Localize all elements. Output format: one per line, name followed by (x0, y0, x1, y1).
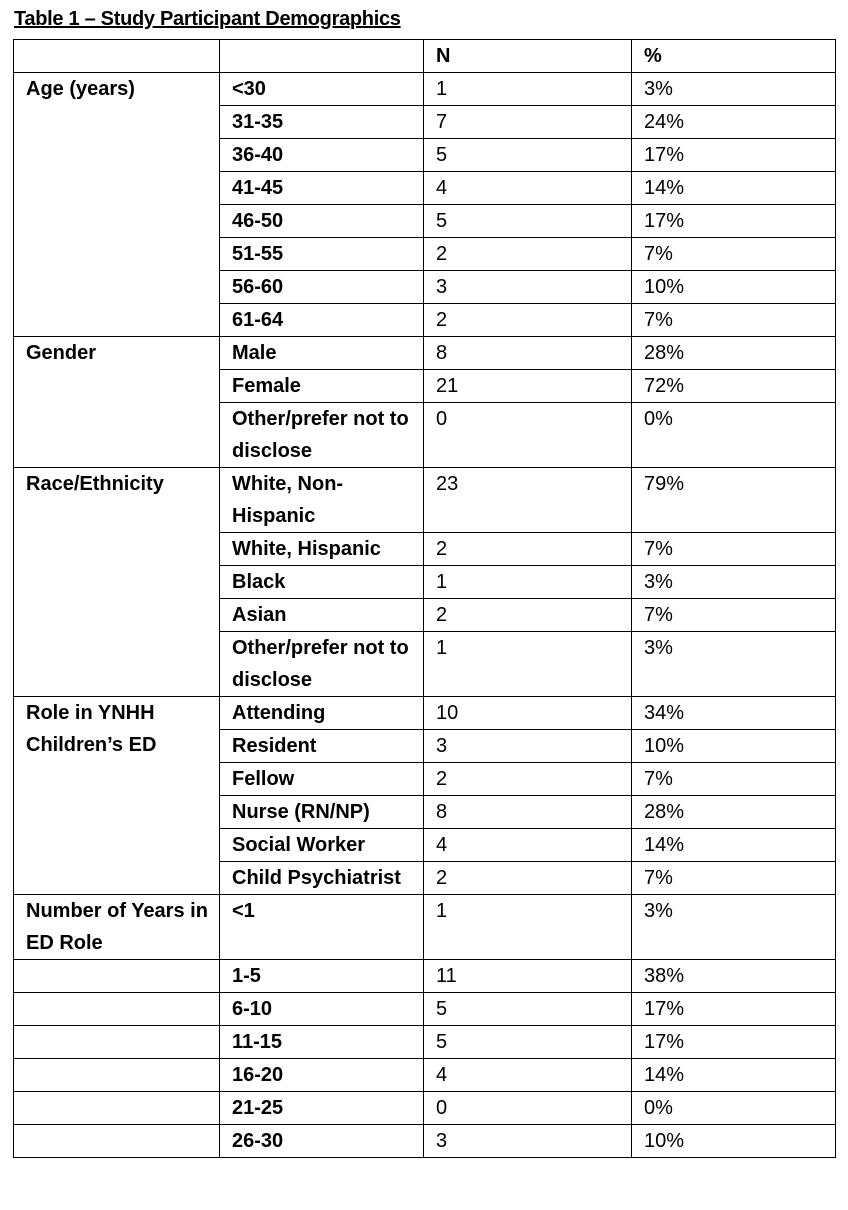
header-category-cell (14, 40, 220, 73)
subcategory-cell: 61-64 (220, 304, 424, 337)
n-cell: 5 (424, 993, 632, 1026)
header-pct-cell: % (632, 40, 836, 73)
n-cell: 2 (424, 238, 632, 271)
n-cell: 2 (424, 763, 632, 796)
pct-cell: 3% (632, 632, 836, 697)
n-cell: 1 (424, 632, 632, 697)
pct-cell: 7% (632, 304, 836, 337)
table-row (14, 337, 836, 370)
n-cell: 4 (424, 829, 632, 862)
subcategory-cell: Male (220, 337, 424, 370)
category-cell: Role in YNHH Children’s ED (14, 697, 220, 895)
table-row (14, 697, 836, 730)
n-cell: 1 (424, 895, 632, 960)
subcategory-cell: 11-15 (220, 1026, 424, 1059)
n-cell: 4 (424, 172, 632, 205)
empty-category-cell (14, 1092, 220, 1125)
subcategory-cell: 21-25 (220, 1092, 424, 1125)
n-cell: 2 (424, 304, 632, 337)
pct-cell: 10% (632, 1125, 836, 1158)
pct-cell: 79% (632, 468, 836, 533)
n-cell: 4 (424, 1059, 632, 1092)
pct-cell: 72% (632, 370, 836, 403)
n-cell: 2 (424, 599, 632, 632)
n-cell: 3 (424, 730, 632, 763)
pct-cell: 14% (632, 172, 836, 205)
pct-cell: 28% (632, 796, 836, 829)
subcategory-cell: 26-30 (220, 1125, 424, 1158)
empty-category-cell (14, 1059, 220, 1092)
table-caption: Table 1 – Study Participant Demographics (14, 8, 401, 30)
table-row (14, 1026, 836, 1059)
subcategory-cell: Other/prefer not to disclose (220, 632, 424, 697)
n-cell: 5 (424, 205, 632, 238)
subcategory-cell: Child Psychiatrist (220, 862, 424, 895)
n-cell: 7 (424, 106, 632, 139)
subcategory-cell: <1 (220, 895, 424, 960)
demographics-table-body (14, 40, 836, 1158)
category-cell: Age (years) (14, 73, 220, 337)
table-row (14, 468, 836, 533)
subcategory-cell: 1-5 (220, 960, 424, 993)
pct-cell: 7% (632, 862, 836, 895)
pct-cell: 7% (632, 533, 836, 566)
subcategory-cell: Resident (220, 730, 424, 763)
pct-cell: 28% (632, 337, 836, 370)
pct-cell: 0% (632, 1092, 836, 1125)
pct-cell: 7% (632, 599, 836, 632)
n-cell: 11 (424, 960, 632, 993)
subcategory-cell: 36-40 (220, 139, 424, 172)
subcategory-cell: <30 (220, 73, 424, 106)
subcategory-cell: Nurse (RN/NP) (220, 796, 424, 829)
n-cell: 1 (424, 73, 632, 106)
subcategory-cell: Social Worker (220, 829, 424, 862)
n-cell: 0 (424, 403, 632, 468)
n-cell: 21 (424, 370, 632, 403)
category-cell: Race/Ethnicity (14, 468, 220, 697)
subcategory-cell: 46-50 (220, 205, 424, 238)
n-cell: 8 (424, 337, 632, 370)
n-cell: 5 (424, 1026, 632, 1059)
subcategory-cell: Black (220, 566, 424, 599)
pct-cell: 10% (632, 730, 836, 763)
pct-cell: 38% (632, 960, 836, 993)
n-cell: 23 (424, 468, 632, 533)
n-cell: 2 (424, 533, 632, 566)
header-n-cell: N (424, 40, 632, 73)
subcategory-cell: Fellow (220, 763, 424, 796)
empty-category-cell (14, 1125, 220, 1158)
subcategory-cell: Asian (220, 599, 424, 632)
n-cell: 3 (424, 1125, 632, 1158)
header-row (14, 40, 836, 73)
n-cell: 0 (424, 1092, 632, 1125)
subcategory-cell: White, Hispanic (220, 533, 424, 566)
subcategory-cell: 16-20 (220, 1059, 424, 1092)
n-cell: 10 (424, 697, 632, 730)
table-row (14, 993, 836, 1026)
header-subcategory-cell (220, 40, 424, 73)
n-cell: 1 (424, 566, 632, 599)
subcategory-cell: 41-45 (220, 172, 424, 205)
category-cell: Gender (14, 337, 220, 468)
pct-cell: 14% (632, 1059, 836, 1092)
table-row (14, 1125, 836, 1158)
pct-cell: 7% (632, 238, 836, 271)
subcategory-cell: Other/prefer not to disclose (220, 403, 424, 468)
subcategory-cell: 31-35 (220, 106, 424, 139)
table-row (14, 1059, 836, 1092)
n-cell: 5 (424, 139, 632, 172)
subcategory-cell: White, Non-Hispanic (220, 468, 424, 533)
n-cell: 2 (424, 862, 632, 895)
empty-category-cell (14, 960, 220, 993)
n-cell: 8 (424, 796, 632, 829)
pct-cell: 17% (632, 1026, 836, 1059)
subcategory-cell: 56-60 (220, 271, 424, 304)
subcategory-cell: 51-55 (220, 238, 424, 271)
table-row (14, 1092, 836, 1125)
pct-cell: 0% (632, 403, 836, 468)
pct-cell: 17% (632, 205, 836, 238)
subcategory-cell: Female (220, 370, 424, 403)
empty-category-cell (14, 993, 220, 1026)
empty-category-cell (14, 1026, 220, 1059)
pct-cell: 17% (632, 139, 836, 172)
pct-cell: 14% (632, 829, 836, 862)
pct-cell: 3% (632, 73, 836, 106)
pct-cell: 10% (632, 271, 836, 304)
n-cell: 3 (424, 271, 632, 304)
subcategory-cell: 6-10 (220, 993, 424, 1026)
table-row (14, 895, 836, 960)
subcategory-cell: Attending (220, 697, 424, 730)
pct-cell: 34% (632, 697, 836, 730)
pct-cell: 3% (632, 895, 836, 960)
table-row (14, 960, 836, 993)
pct-cell: 24% (632, 106, 836, 139)
pct-cell: 17% (632, 993, 836, 1026)
table-row (14, 73, 836, 106)
pct-cell: 7% (632, 763, 836, 796)
category-cell: Number of Years in ED Role (14, 895, 220, 960)
pct-cell: 3% (632, 566, 836, 599)
demographics-table (13, 39, 836, 1158)
